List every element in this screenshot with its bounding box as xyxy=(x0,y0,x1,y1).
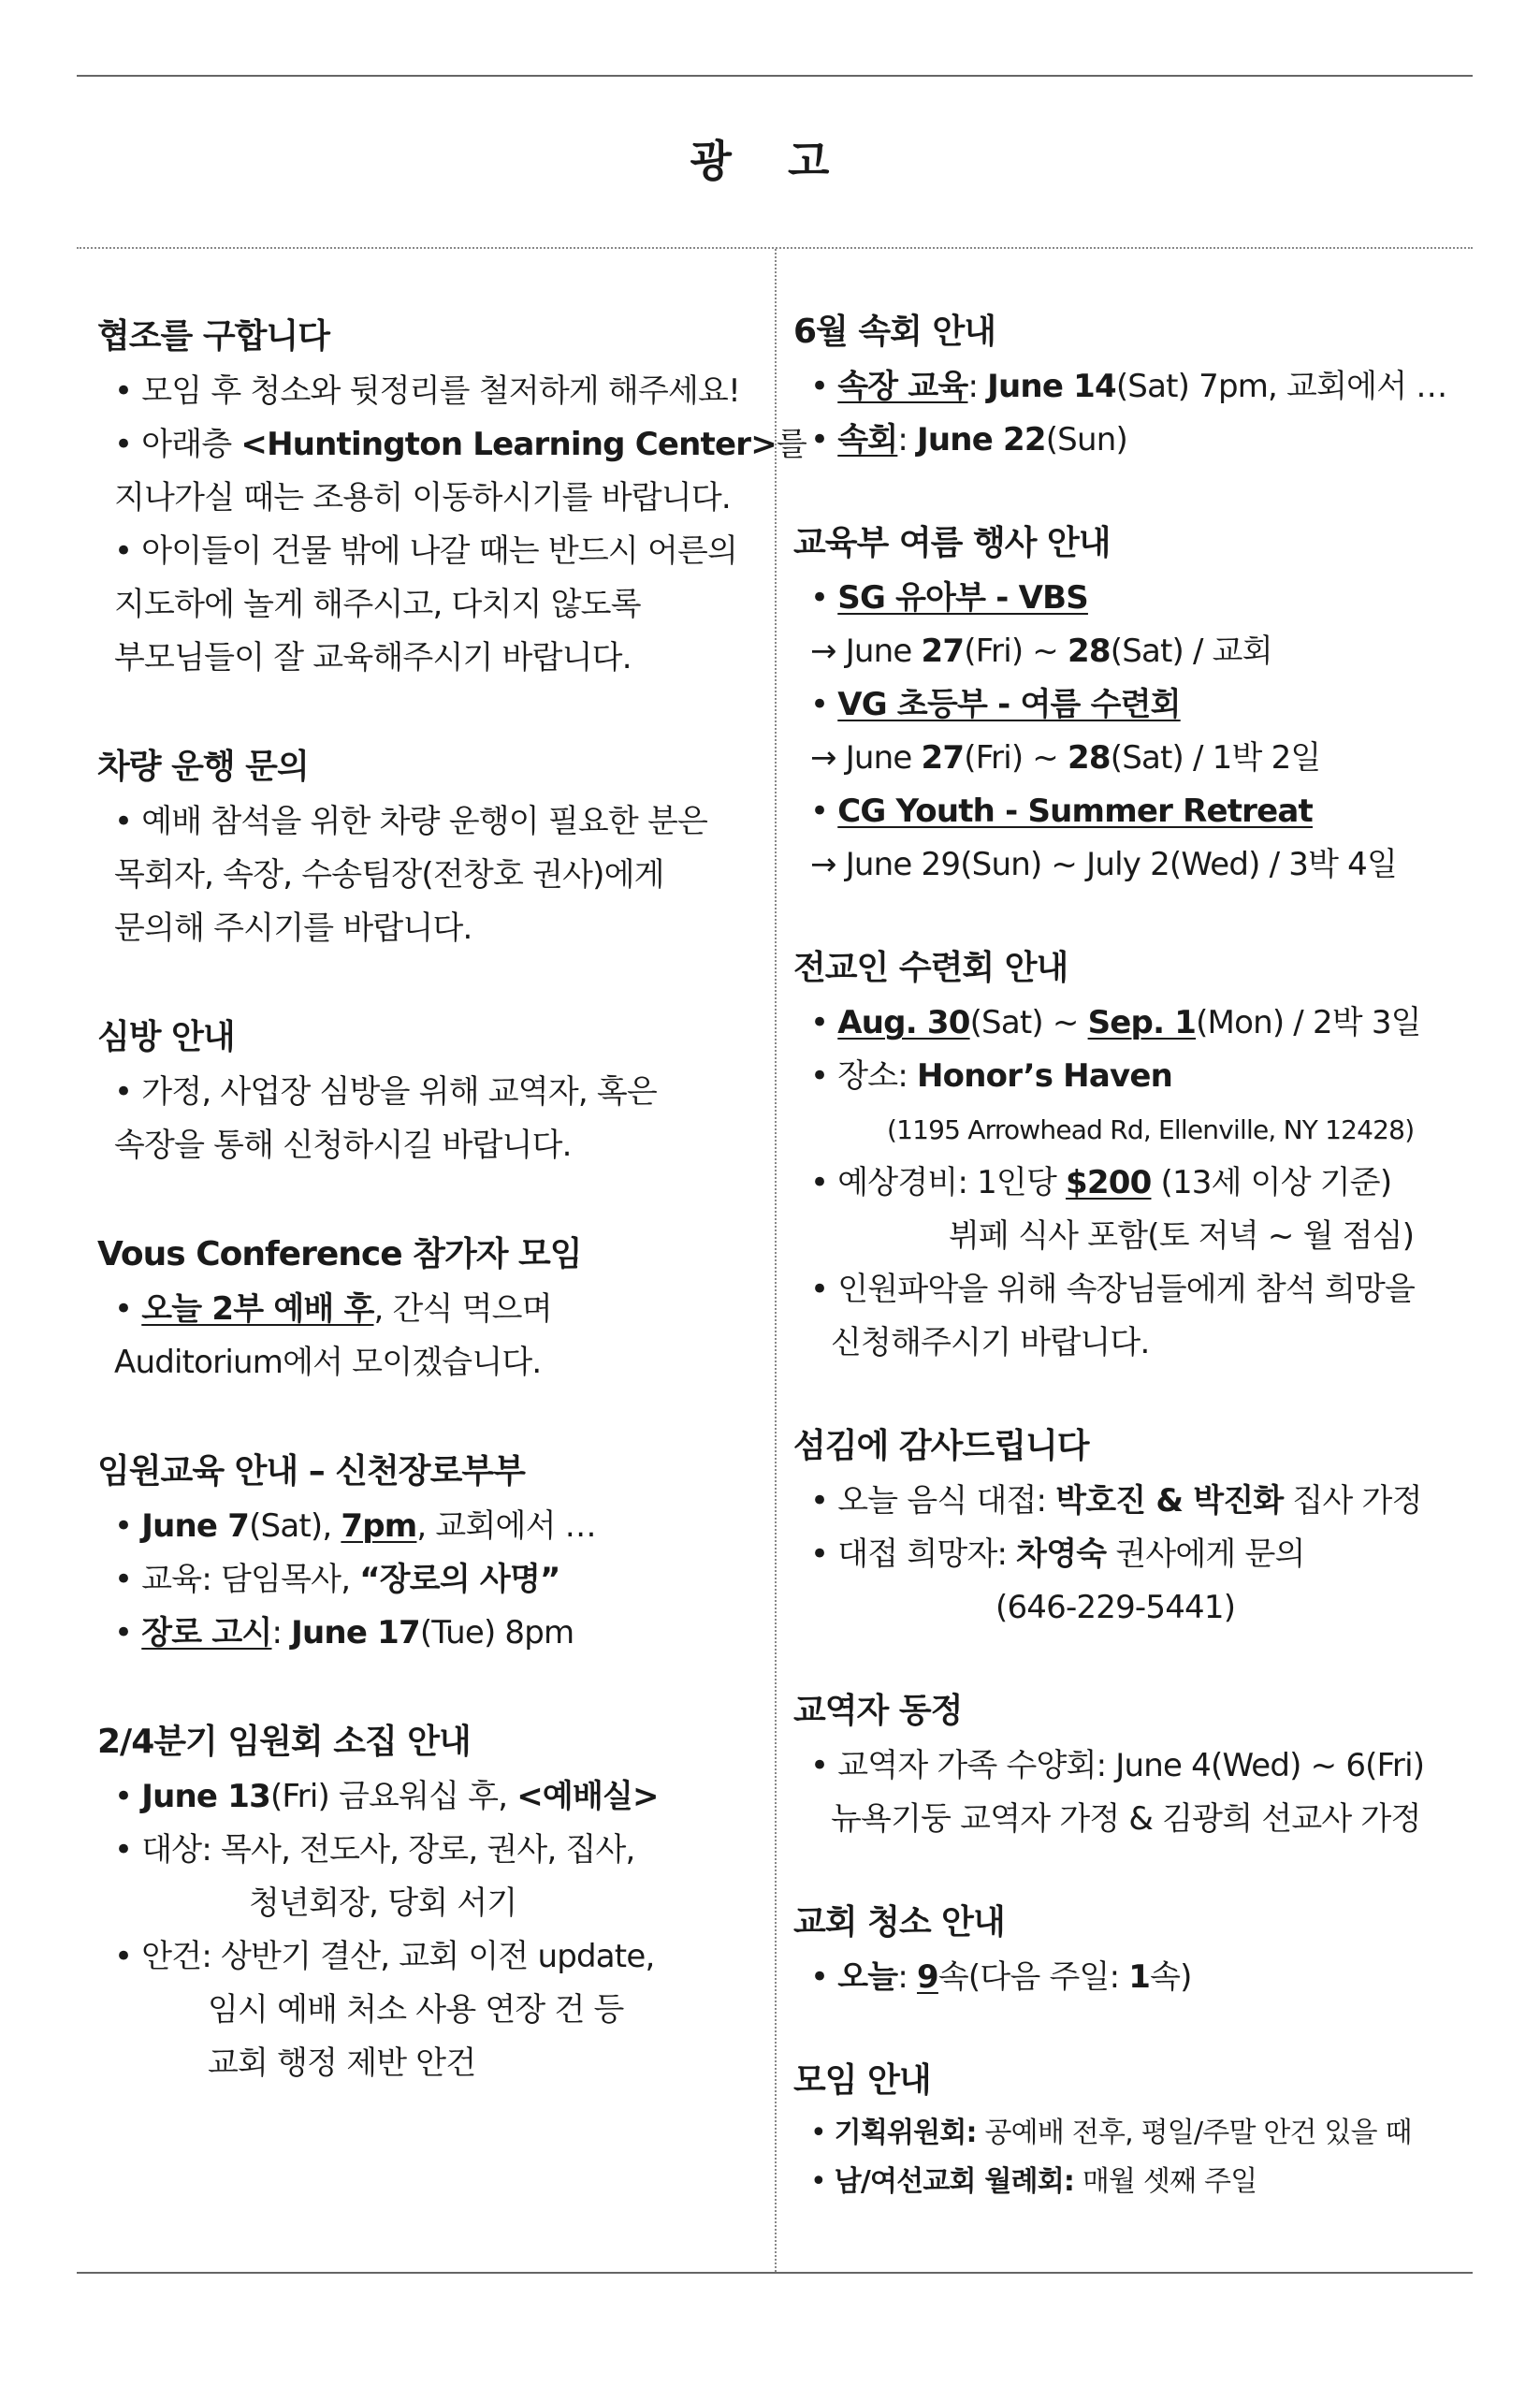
notice-line: • 대접 희망자: 차영숙 권사에게 문의 xyxy=(810,1535,1305,1573)
section-heading: 교육부 여름 행사 안내 xyxy=(793,524,1111,562)
notice-line: • 장소: Honor’s Haven xyxy=(810,1057,1173,1095)
section-heading: 교역자 동정 xyxy=(793,1692,963,1730)
section-meetings xyxy=(793,2053,1448,2206)
notice-line: 문의해 주시기를 바랍니다. xyxy=(114,909,472,947)
notice-line: 청년회장, 당회 서기 xyxy=(249,1884,517,1922)
section-officer-training xyxy=(97,1444,757,1660)
notice-line: 지나가실 때는 조용히 이동하시기를 바랍니다. xyxy=(114,479,731,516)
column-divider xyxy=(775,249,777,2272)
notice-line: • 대상: 목사, 전도사, 장로, 권사, 집사, xyxy=(114,1831,635,1869)
notice-line: • 모임 후 청소와 뒷정리를 철저하게 해주세요! xyxy=(114,372,740,410)
section-heading: 심방 안내 xyxy=(97,1018,235,1056)
section-heading: 2/4분기 임원회 소집 안내 xyxy=(97,1723,471,1761)
section-vehicle xyxy=(97,739,757,955)
section-heading: 섬김에 감사드립니다 xyxy=(793,1427,1089,1465)
section-heading: 임원교육 안내 – 신천장로부부 xyxy=(97,1452,525,1491)
notice-line: • 남/여선교회 월례회: 매월 셋째 주일 xyxy=(810,2165,1257,2198)
section-cell-group xyxy=(793,304,1448,467)
notice-line: • June 13(Fri) 금요워십 후, <예배실> xyxy=(114,1778,659,1815)
notice-line: 뷔페 식사 포함(토 저녁 ~ 월 점심) xyxy=(949,1217,1415,1255)
top-rule xyxy=(77,75,1473,77)
notice-line: • 인원파악을 위해 속장님들에게 참석 희망을 xyxy=(810,1271,1416,1308)
notice-line: • 속회: June 22(Sun) xyxy=(810,421,1127,458)
notice-line: • 오늘: 9속(다음 주일: 1속) xyxy=(810,1958,1192,1996)
right-column xyxy=(793,304,1448,2255)
phone-line: (646-229-5441) xyxy=(995,1589,1236,1626)
notice-line: 지도하에 놀게 해주시고, 다치지 않도록 xyxy=(114,586,641,623)
notice-line: 뉴욕기둥 교역자 가정 & 김광희 선교사 가정 xyxy=(831,1800,1421,1838)
section-heading: 6월 속회 안내 xyxy=(793,313,995,351)
notice-line: • 속장 교육: June 14(Sat) 7pm, 교회에서 … xyxy=(810,368,1447,405)
section-heading: 차량 운행 문의 xyxy=(97,748,309,786)
notice-line: Auditorium에서 모이겠습니다. xyxy=(114,1344,542,1381)
notice-line: • 아이들이 건물 밖에 나갈 때는 반드시 어른의 xyxy=(114,532,738,570)
notice-line: • 기획위원회: 공예배 전후, 평일/주말 안건 있을 때 xyxy=(810,2117,1412,2149)
notice-line: • 안건: 상반기 결산, 교회 이전 update, xyxy=(114,1938,655,1975)
section-heading: 협조를 구합니다 xyxy=(97,317,329,356)
notice-line: 부모님들이 잘 교육해주시기 바랍니다. xyxy=(114,639,632,677)
notice-line: • CG Youth - Summer Retreat xyxy=(810,793,1313,830)
left-column xyxy=(97,309,806,2145)
section-visitation xyxy=(97,1010,757,1172)
section-thanks xyxy=(793,1419,1448,1635)
section-cooperation xyxy=(97,309,806,685)
notice-line: 임시 예배 처소 사용 연장 건 등 xyxy=(208,1991,624,2029)
notice-line: • 가정, 사업장 심방을 위해 교역자, 혹은 xyxy=(114,1073,657,1111)
notice-line: • 장로 고시: June 17(Tue) 8pm xyxy=(114,1614,574,1651)
page-title: 광 고 xyxy=(690,136,850,186)
section-heading: 모임 안내 xyxy=(793,2061,931,2100)
notice-line: • June 7(Sat), 7pm, 교회에서 … xyxy=(114,1507,596,1545)
notice-line: 목회자, 속장, 수송팀장(전창호 권사)에게 xyxy=(114,856,664,894)
notice-line: → June 27(Fri) ~ 28(Sat) / 교회 xyxy=(810,633,1272,670)
section-heading: 전교인 수련회 안내 xyxy=(793,949,1068,987)
notice-line: 속장을 통해 신청하시길 바랍니다. xyxy=(114,1127,572,1164)
section-heading: 교회 청소 안내 xyxy=(793,1903,1005,1942)
section-summer-events xyxy=(793,516,1448,892)
bottom-rule xyxy=(77,2272,1473,2274)
section-heading: Vous Conference 참가자 모임 xyxy=(97,1235,582,1273)
section-vous-conference xyxy=(97,1227,757,1389)
notice-line: • Aug. 30(Sat) ~ Sep. 1(Mon) / 2박 3일 xyxy=(810,1004,1421,1041)
address-line: (1195 Arrowhead Rd, Ellenville, NY 12428) xyxy=(887,1114,1415,1145)
notice-line: • VG 초등부 - 여름 수련회 xyxy=(810,686,1181,723)
notice-line: • 예상경비: 1인당 $200 (13세 이상 기준) xyxy=(810,1164,1392,1201)
notice-line: • SG 유아부 - VBS xyxy=(810,579,1088,617)
notice-line: • 오늘 음식 대접: 박호진 & 박진화 집사 가정 xyxy=(810,1482,1422,1520)
notice-line: → June 29(Sun) ~ July 2(Wed) / 3박 4일 xyxy=(810,846,1397,883)
notice-line: • 아래층 <Huntington Learning Center>를 xyxy=(114,426,806,463)
notice-line: • 교역자 가족 수양회: June 4(Wed) ~ 6(Fri) xyxy=(810,1747,1425,1784)
section-retreat xyxy=(793,940,1448,1370)
section-officer-meeting xyxy=(97,1714,757,2090)
notice-line: 신청해주시기 바랍니다. xyxy=(831,1324,1150,1361)
section-cleaning xyxy=(793,1895,1448,2004)
section-staff-news xyxy=(793,1683,1448,1846)
notice-line: • 오늘 2부 예배 후, 간식 먹으며 xyxy=(114,1290,552,1328)
notice-line: • 교육: 담임목사, “장로의 사명” xyxy=(114,1561,560,1598)
notice-line: • 예배 참석을 위한 차량 운행이 필요한 분은 xyxy=(114,803,708,840)
notice-line: → June 27(Fri) ~ 28(Sat) / 1박 2일 xyxy=(810,739,1321,777)
notice-line: 교회 행정 제반 안건 xyxy=(208,2044,476,2082)
